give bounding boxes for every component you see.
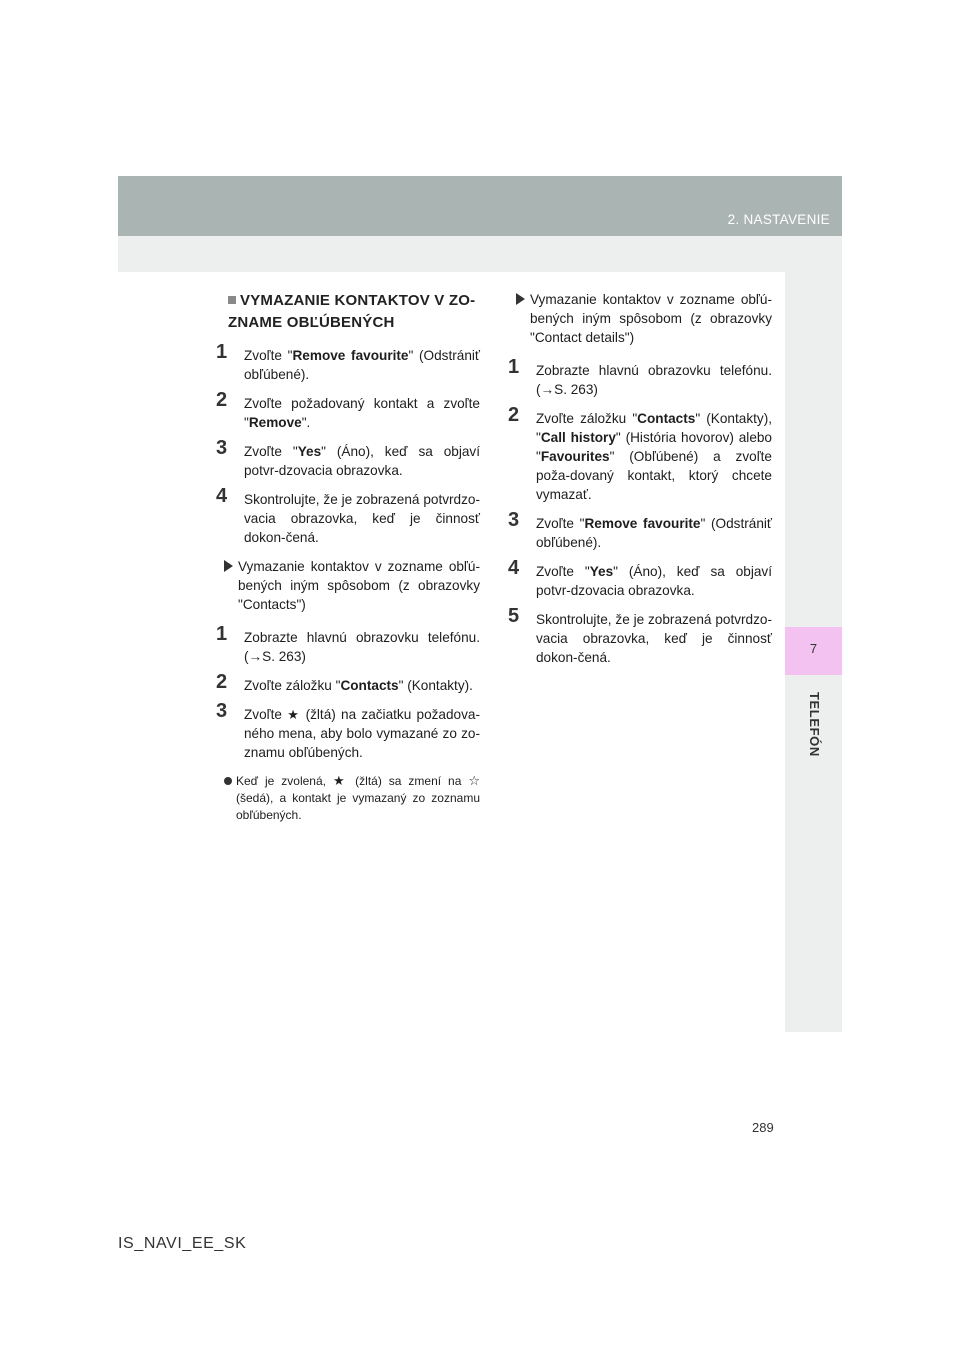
chapter-number: 7 xyxy=(809,641,818,656)
step-number: 2 xyxy=(216,389,228,411)
step-number: 1 xyxy=(216,623,228,645)
section-heading: VYMAZANIE KONTAKTOV V ZO-ZNAME OBĽÚBENÝCH xyxy=(228,292,476,331)
alt-method-heading: Vymazanie kontaktov v zozname obľú-bených iným spôsobom (z obrazovky "Contacts") xyxy=(224,557,480,614)
header-band xyxy=(118,176,842,236)
ui-label: Remove favourite xyxy=(584,516,701,531)
step-number: 3 xyxy=(216,437,228,459)
star-outline-icon: ☆ xyxy=(468,773,481,788)
ui-label: Contacts xyxy=(637,411,696,426)
chapter-tab xyxy=(785,627,842,675)
left-column xyxy=(216,290,481,824)
ui-label: Remove xyxy=(248,415,302,430)
chapter-tab-strip xyxy=(785,272,842,1032)
step-item: 4 Zvoľte "Yes" (Áno), keď sa objaví potvr-dzovacia obrazovka. xyxy=(508,557,772,598)
step-number: 2 xyxy=(508,404,520,426)
step-number: 1 xyxy=(216,341,228,363)
step-item: 3 Zvoľte "Yes" (Áno), keď sa objaví potvr-dzovacia obrazovka. xyxy=(216,437,480,478)
ui-label: Favourites xyxy=(540,449,610,464)
step-item: 4 Skontrolujte, že je zobrazená potvrdzo-vacia obrazovka, keď je činnosť dokon-čená. xyxy=(216,485,480,545)
chapter-label: TELEFÓN xyxy=(807,692,822,757)
triangle-bullet-icon xyxy=(516,293,525,305)
triangle-bullet-icon xyxy=(224,560,233,572)
ui-label: Yes xyxy=(297,444,322,459)
step-number: 5 xyxy=(508,605,520,627)
ui-label: Yes xyxy=(589,564,614,579)
step-number: 1 xyxy=(508,356,520,378)
square-bullet-icon xyxy=(228,296,236,304)
star-filled-icon: ★ xyxy=(332,773,349,788)
step-number: 2 xyxy=(216,671,228,693)
step-item: 2 Zvoľte požadovaný kontakt a zvoľte "Remove". xyxy=(216,389,480,430)
step-item: 3 Zvoľte "Remove favourite" (Odstrániť obľúbené). xyxy=(508,509,772,550)
dot-bullet-icon xyxy=(224,777,232,785)
header-subband xyxy=(118,236,842,272)
alt-method-heading: Vymazanie kontaktov v zozname obľú-bených iným spôsobom (z obrazovky "Contact details") xyxy=(516,290,772,347)
step-number: 3 xyxy=(508,509,520,531)
right-column xyxy=(508,290,772,677)
step-item: 1 Zobrazte hlavnú obrazovku telefónu. (→S. 263) xyxy=(216,623,480,664)
step-item: 1 Zvoľte "Remove favourite" (Odstrániť obľúbené). xyxy=(216,341,480,382)
ui-label: Call history xyxy=(540,430,616,445)
ui-label: Contacts xyxy=(340,678,399,693)
step-item: 2 Zvoľte záložku "Contacts" (Kontakty), "Call history" (História hovorov) alebo "Favourites" (Obľúbené) a zvoľte poža-dovaný kontakt, ktorý chcete vymazať. xyxy=(508,404,772,502)
step-number: 3 xyxy=(216,700,228,722)
document-code: IS_NAVI_EE_SK xyxy=(118,1235,247,1252)
step-item: 2 Zvoľte záložku "Contacts" (Kontakty). xyxy=(216,671,473,693)
step-item: 5 Skontrolujte, že je zobrazená potvrdzo-vacia obrazovka, keď je činnosť dokon-čená. xyxy=(508,605,772,665)
ui-label: Remove favourite xyxy=(292,348,409,363)
page-number: 289 xyxy=(752,1120,774,1135)
star-filled-icon: ★ xyxy=(287,707,301,722)
section-header: 2. NASTAVENIE xyxy=(727,212,830,227)
step-number: 4 xyxy=(508,557,520,579)
note: Keď je zvolená, ★ (žltá) sa zmení na ☆ (šedá), a kontakt je vymazaný zo zoznamu obľúbených. xyxy=(224,772,480,824)
step-number: 4 xyxy=(216,485,228,507)
step-item: 3 Zvoľte ★ (žltá) na začiatku požadova-ného mena, aby bolo vymazané zo zo-znamu obľúbených. xyxy=(216,700,480,760)
step-item: 1 Zobrazte hlavnú obrazovku telefónu. (→S. 263) xyxy=(508,356,772,397)
